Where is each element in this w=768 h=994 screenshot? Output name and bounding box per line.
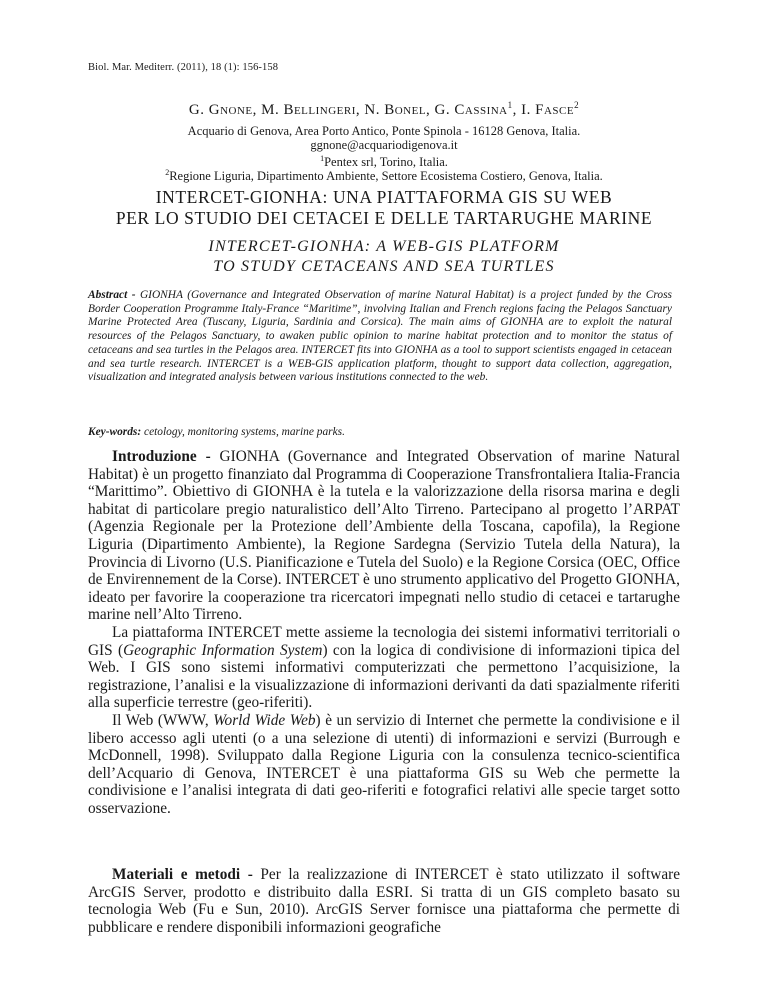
title-italian-line-1: INTERCET-GIONHA: UNA PIATTAFORMA GIS SU WEB bbox=[155, 187, 613, 207]
abstract bbox=[88, 289, 672, 385]
section-introduction bbox=[88, 448, 680, 817]
affiliation-line-3: $^2$Regione Liguria, Dipartimento Ambiente, Settore Ecosistema Costiero, Genova, Italia. bbox=[165, 168, 603, 184]
author-email: ggnone@acquariodigenova.it bbox=[310, 138, 458, 152]
affil-mark-1: 1 bbox=[320, 154, 325, 163]
section-materials-methods bbox=[88, 866, 680, 936]
abstract-label: Abstract - bbox=[88, 289, 136, 301]
keywords-text: cetology, monitoring systems, marine parks. bbox=[144, 426, 345, 438]
affiliation-line-1: Acquario di Genova, Area Porto Antico, Ponte Spinola - 16128 Genova, Italia. bbox=[187, 124, 581, 138]
affil-mark-2: 2 bbox=[165, 168, 170, 177]
title-english-line-2: TO STUDY CETACEANS AND SEA TURTLES bbox=[213, 258, 555, 275]
intro-paragraph-1: Introduzione - GIONHA (Governance and Integrated Observation of marine Natural Habitat) è un progetto finanziato dal Programma di Cooperazione Transfrontaliera Italia-Francia “Marittimo”. Obiettivo di GIONHA è la tutela e la valorizzazione della risorsa marina e degli habitat di particolare pregio naturalistico dell’Alto Tirreno. Partecipano al progetto l’ARPAT (Agenzia Regionale per la Protezione dell’Ambiente della Toscana, capofila), la Regione Liguria (Dipartimento Ambiente), la Regione Sardegna (Servizio Tutela della Natura), la Provincia di Livorno (U.S. Pianificazione e Tutela del Suolo) e la Regione Corsica (OEC, Office de Envirennement de la Corse). INTERCET è uno strumento applicativo del Progetto GIONHA, ideato per favorire la cooperazione tra ricercatori impegnati nello studio di cetacei e tartarughe marine nell’Alto Tirreno. bbox=[88, 448, 680, 624]
intro-heading: Introduzione - bbox=[112, 448, 211, 465]
authors-main: G. Gnone, M. Bellingeri, N. Bonel, G. Cassina bbox=[188, 102, 508, 118]
author-affil-mark-1: 1 bbox=[507, 100, 513, 110]
intro-paragraph-3: Il Web (WWW, World Wide Web) è un servizio di Internet che permette la condivisione e il libero accesso agli utenti (o a una selezione di utenti) di informazioni e servizi (Burrough e McDonnell, 1998). Sviluppato dalla Regione Liguria con la consulenza tecnico-scientifica dell’Acquario di Genova, INTERCET è una piattaforma GIS su Web che permette la condivisione e l’analisi integrata di dati geo-riferiti e fotografici relativi alle specie target sotto osservazione. bbox=[88, 711, 680, 817]
title-english-line-1: INTERCET-GIONHA: A WEB-GIS PLATFORM bbox=[208, 238, 560, 255]
authors-last: , I. Fasce bbox=[512, 102, 575, 118]
affiliation-line-2: $^1$Pentex srl, Torino, Italia. bbox=[320, 154, 448, 170]
materials-heading: Materiali e metodi - bbox=[112, 866, 253, 883]
abstract-text: GIONHA (Governance and Integrated Observation of marine Natural Habitat) is a project funded by the Cross Border Cooperation Programme Italy-France “Maritime”, involving Italian and French regions facing the Pelagos Sanctuary Marine Protected Area (Tuscany, Liguria, Sardinia and Corsica). The main aims of GIONHA are to exploit the natural resources of the Pelagos Sanctuary, to awaken public opinion to marine habitat protection and to monitor the status of cetaceans and sea turtles in the Pelagos area. INTERCET fits into GIONHA as a tool to support scientists engaged in cetacean and sea turtle research. INTERCET is a WEB-GIS application platform, thought to support data collection, aggregation, visualization and integrated analysis between various institutions connected to the web. bbox=[88, 289, 672, 384]
author-affil-mark-2: 2 bbox=[574, 100, 580, 110]
intro-paragraph-2: La piattaforma INTERCET mette assieme la tecnologia dei sistemi informativi territoriali o GIS (Geographic Information System) con la logica di condivisione di informazioni tipica del Web. I GIS sono sistemi informativi computerizzati che permettono l’acquisizione, la registrazione, l’analisi e la visualizzazione di informazioni derivanti da dati spazialmente riferiti alla superficie terrestre (geo-riferiti). bbox=[88, 623, 680, 712]
keywords-label: Key-words: bbox=[88, 426, 142, 438]
running-head: Biol. Mar. Mediterr. (2011), 18 (1): 156-158 bbox=[88, 62, 279, 73]
author-list bbox=[0, 100, 768, 119]
title-italian-line-2: PER LO STUDIO DEI CETACEI E DELLE TARTARUGHE MARINE bbox=[115, 208, 653, 228]
keywords bbox=[88, 426, 672, 438]
materials-paragraph: Materiali e metodi - Per la realizzazione di INTERCET è stato utilizzato il software ArcGIS Server, prodotto e distribuito dalla ESRI. Si tratta di un GIS completo basato su tecnologia Web (Fu e Sun, 2010). ArcGIS Server fornisce una piattaforma che permette di pubblicare e rendere disponibili informazioni geografiche bbox=[88, 866, 680, 936]
